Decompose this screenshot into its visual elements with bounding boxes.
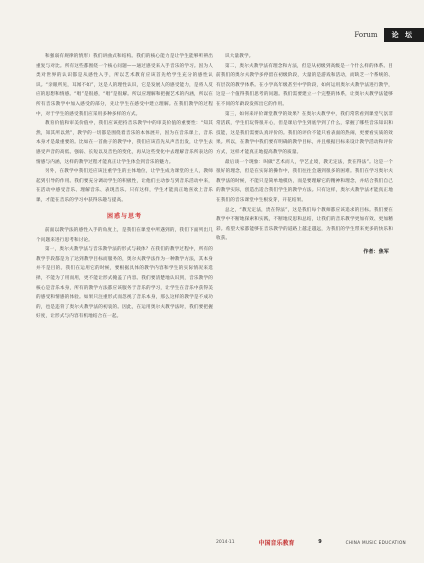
right-column (216, 52, 393, 257)
section-header (354, 28, 424, 42)
body-paragraph: 和强弱有规律的情形）我们讲曲式和结构。我们的核心能力是让学生能够听辨出重复与对比。所有这些都围绕一个核心问题——通过感受来入手音乐的学习。因为人类对世界的认识都是从感性入手，所以艺术教育应该首先给学生充分的感性认识。“亲眼所见，耳闻不如”，这是人的理性认识，它是发展人的感受能力，是将人反应的思想和情感。“唱”是很感，“唱”是很解。所以应理解和把握艺术的内涵，所以在所有音乐教学中加入感受的部分，先让学生在感受中建立理解。在我们教学的过程中，对于学生的感受我们应采用多种多样的方式。 (36, 54, 213, 117)
body-paragraph: 前面以教学法的感性入手的角度上，是我们在课堂中所遇到的，我们下面列出几个问题来进行思考和讨论。 (36, 228, 213, 243)
section-label-en: Forum (354, 31, 378, 39)
page-footer (216, 537, 406, 547)
issue-date: 2014·11 (216, 539, 235, 545)
section-title: 困惑与思考 (106, 212, 142, 220)
body-paragraph: 总之，“教无定法，贵在得法”，这是我们每个教师都应该追求的目标。我们要在教学中不断地探索和实践，不断地反思和总结，让我们的音乐教学更加有效、更加精彩。希望大家都能够在音乐教学的道路上越走越远，为我们的学生带来更多的快乐和收获。 (216, 207, 393, 242)
author-credit: 作者：焦军 (363, 248, 389, 255)
section-label-cn: 论 坛 (384, 28, 424, 42)
body-paragraph: 教育价值和审美价值中，我们应该把持音乐教学中的审美价值的重要性：“知其然，知其所以然”，教学的一切都是围绕着音乐的本体展开，因为在音乐课上，音乐本身才是最重要的。比如在一首曲子的教学中，我们应该首先从声音出发，让学生去感受声音的高低、强弱、长短以及音色的变化，再从这些变化中去理解音乐所表达的情感与内涵，这样的教学过程才能真正让学生体会到音乐的魅力。 (36, 121, 213, 165)
magazine-brand-en: CHINA MUSIC EDUCATION (345, 539, 406, 545)
body-paragraph: 第二，奥尔夫教学法有理念和方法，但是从初级到高级是一个什么样的体系。目前我们的奥尔夫教学多停留在初级阶段，大量的是游戏和活动，而缺乏一个系统的、有层次的教学体系。在小学高年级甚至中学阶段，如何运用奥尔夫教学法进行教学，这是一个值得我们思考的问题。我们需要建立一个完整的体系，让奥尔夫教学法能够在不同的年龄段发挥出它的作用。 (216, 63, 393, 107)
body-paragraph: 第三，如何来评价课堂教学的效果？在奥尔夫教学中，我们常常看到课堂气氛非常活跃，学生们玩得很开心，但是课后学生到底学到了什么，掌握了哪些音乐知识和技能，这是我们需要认真评价的。我们的评价不能只看表面的热闹，更要看实质的效果。所以，在教学中我们要有明确的教学目标，并且根据目标来设计教学活动和评价方式，这样才能真正地提高教学的质量。 (216, 111, 393, 155)
body-paragraph: 另外，在教学中我们还应该注重学生的主体地位，让学生成为课堂的主人，教师起到引导的作用。我们要充分调动学生的积极性，让他们主动参与到音乐活动中来，在活动中感受音乐、理解音乐、表现音乐。只有这样，学生才能真正地喜欢上音乐课，才能在音乐的学习中获得乐趣与提高。 (36, 169, 213, 203)
body-paragraph: 最后谈一个现象：叫做“艺术而人，学艺止境，教无定法，贵在得法”。这是一个很好的理念，但是在实际的操作中，我们往往会遇到很多的困难。我们在学习奥尔夫教学法的时候，不能只是简单地模仿，而是要理解它的精神和理念，并结合我们自己的教学实际，创造出适合我们学生的教学方法。只有这样，奥尔夫教学法才能真正地在我们的音乐课堂中生根发芽，开花结果。 (216, 159, 393, 203)
body-paragraph: 第一，奥尔夫教学法与音乐教学法的形式与载体？在我们的教学过程中，所有的教学手段都是为了达到教学目标而服务的，奥尔夫教学法作为一种教学方法，其本身并不是目的。我们在运用它的时候，要根据具体的教学内容和学生的实际情况来选择，不能为了用而用，更不能让形式掩盖了内容。我们要清楚地认识到，音乐教学的核心是音乐本身，所有的教学方法都应该服务于音乐的学习，让学生在音乐中获得美的感受和情感的体验。如果只注重形式而忽视了音乐本身，那么这样的教学是不成功的，也是违背了奥尔夫教学法的初衷的。因此，在运用奥尔夫教学法时，我们要把握好度，让形式与内容有机地结合在一起。 (36, 247, 213, 320)
body-paragraph: 识大量教学。 (225, 54, 254, 59)
magazine-brand: 中国音乐教育 (258, 539, 295, 547)
left-column (36, 52, 213, 322)
page-number: 9 (318, 539, 322, 545)
